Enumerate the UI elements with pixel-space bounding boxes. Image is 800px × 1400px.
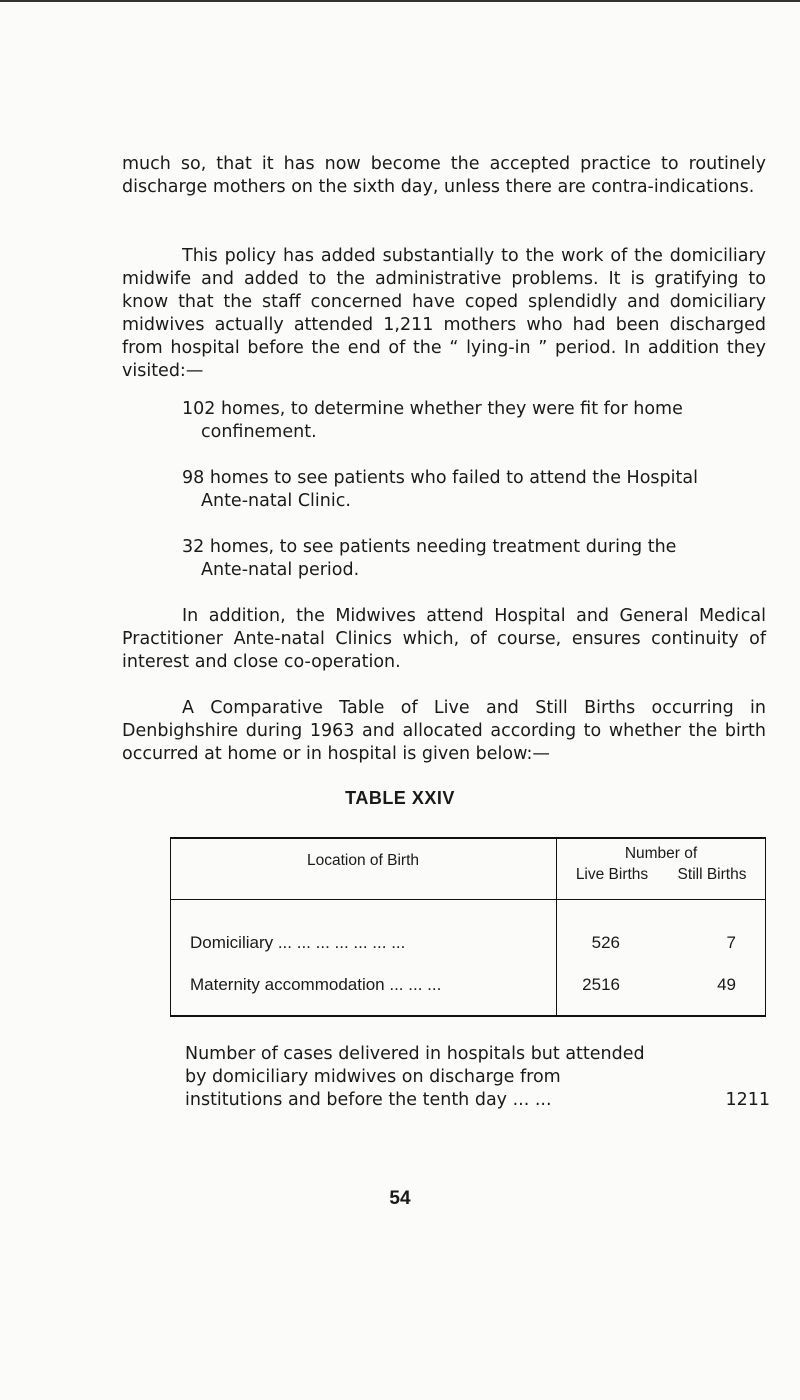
column-header-number-of: Number of (624, 845, 698, 862)
page-number: 54 (389, 1188, 411, 1209)
table-cell-still-births: 49 (717, 975, 736, 994)
list-item-line: 102 homes, to determine whether they were fit for home (182, 399, 683, 419)
list-item (182, 467, 766, 513)
list-item-continuation: Ante-natal Clinic. (201, 491, 351, 511)
list-item-line: 32 homes, to see patients needing treatment during the (182, 537, 677, 557)
paragraph-policy: This policy has added substantially to the work of the domiciliary midwife and added to the administrative problems. It is gratifying to know that the staff concerned have coped splendidly and domiciliary midwives actually attended 1,211 mothers who had been discharged from hospital before the end of the “ lying-in ” period. In addition they visited:— (122, 246, 766, 381)
column-header-location: Location of Birth (306, 852, 419, 869)
table-header-rule (170, 899, 766, 900)
table-title: TABLE XXIV (345, 788, 455, 808)
list-item-line: 98 homes to see patients who failed to attend the Hospital (182, 468, 698, 488)
list-item-continuation: Ante-natal period. (201, 560, 360, 580)
column-header-still-births: Still Births (677, 866, 747, 883)
paragraph-clinics: In addition, the Midwives attend Hospital and General Medical Practitioner Ante-natal Clinics which, of course, ensures continuity of interest and close co-operation. (122, 606, 766, 672)
table-cell-location: Domiciliary ... ... ... ... ... ... ... (190, 933, 406, 952)
births-table (170, 837, 766, 1017)
table-top-border (170, 837, 766, 839)
summary-line: by domiciliary midwives on discharge from (185, 1067, 561, 1087)
list-item-continuation: confinement. (201, 422, 317, 442)
discharge-summary (185, 1043, 770, 1112)
table-cell-still-births: 7 (726, 933, 736, 952)
table-right-border (765, 837, 766, 1017)
paragraph-continuation: much so, that it has now become the accepted practice to routinely discharge mothers on the sixth day, unless there are contra-indications. (122, 154, 766, 197)
table-cell-location: Maternity accommodation ... ... ... (190, 975, 442, 994)
summary-line: Number of cases delivered in hospitals but attended (185, 1044, 645, 1064)
scan-edge-rule (0, 0, 800, 2)
column-header-live-births: Live Births (575, 866, 649, 883)
table-bottom-border (170, 1015, 766, 1017)
summary-last-line (185, 1089, 770, 1112)
list-item (182, 398, 766, 444)
paragraph-comparative-table-intro: A Comparative Table of Live and Still Births occurring in Denbighshire during 1963 and allocated according to whether the birth occurred at home or in hospital is given below:— (122, 698, 766, 764)
table-column-divider (556, 837, 557, 1017)
summary-value: 1211 (725, 1090, 770, 1110)
summary-line: institutions and before the tenth day ... ... (185, 1090, 552, 1110)
table-cell-live-births: 2516 (582, 975, 620, 994)
list-item (182, 536, 766, 582)
table-cell-live-births: 526 (591, 933, 620, 952)
